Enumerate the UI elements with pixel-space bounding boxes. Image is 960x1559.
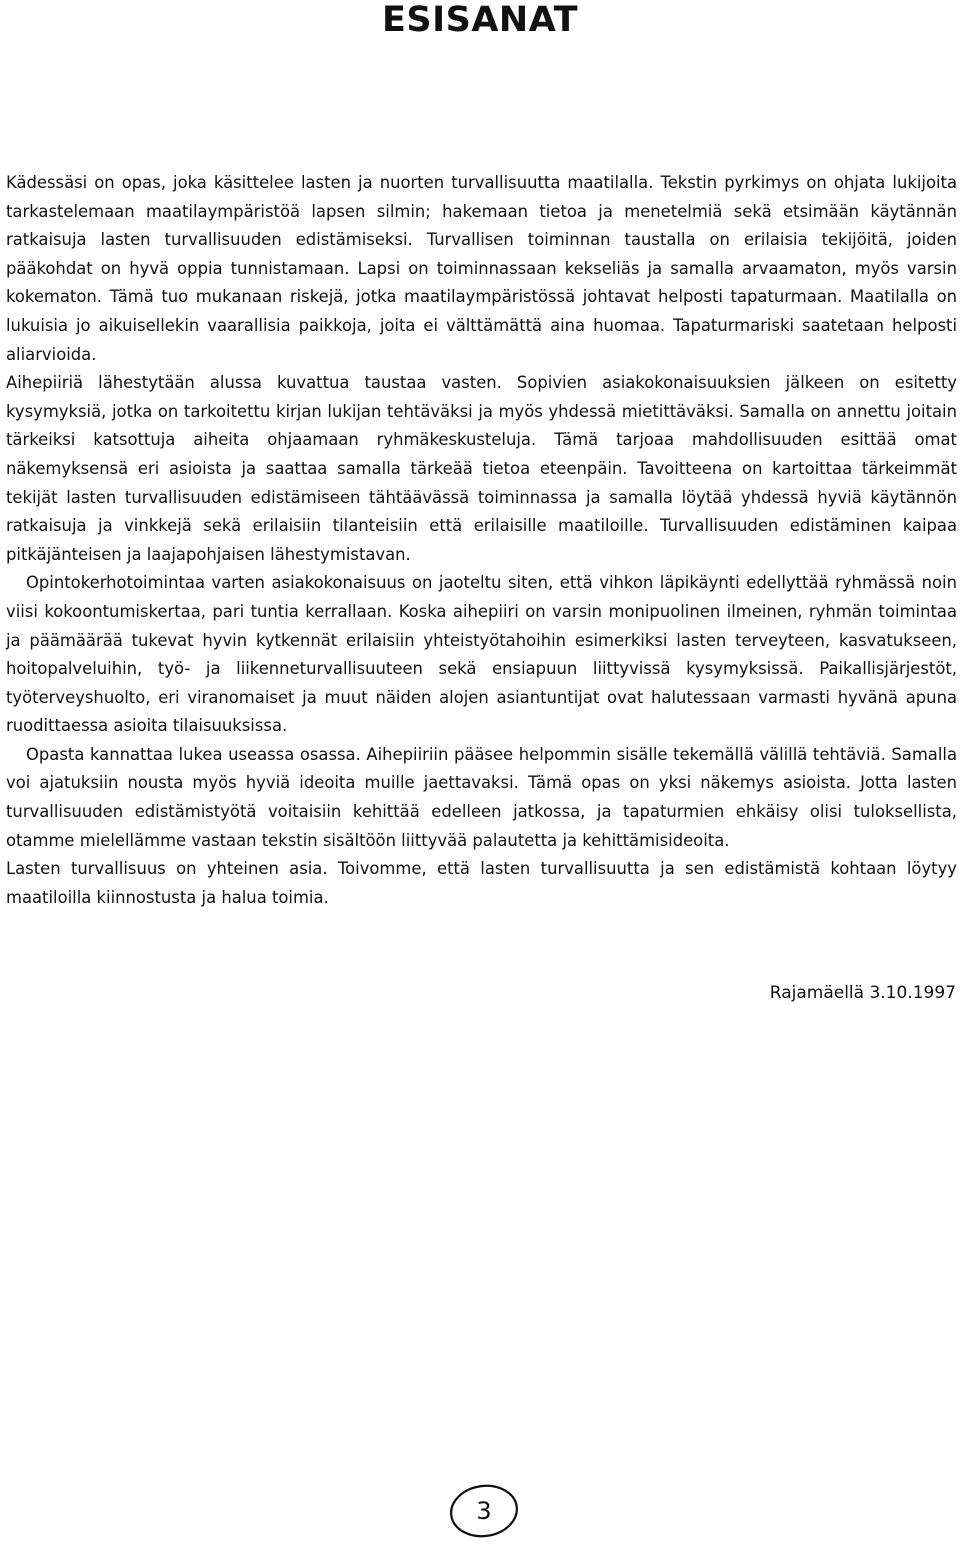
paragraph: Kädessäsi on opas, joka käsittelee lasten ja nuorten turvallisuutta maatilalla. Tekstin pyrkimys on ohjata lukijoita tarkastelemaan maatilaympäristöä lapsen silmin; hakemaan tietoa ja menetelmiä sekä etsimään käytännän ratkaisuja lasten turvallisuuden edistämiseksi. Turvallisen toiminnan taustalla on erilaisia tekijöitä, joiden pääkohdat on hyvä oppia tunnistamaan. Lapsi on toiminnassaan kekseliäs ja samalla arvaamaton, myös varsin kokematon. Tämä tuo mukanaan riskejä, jotka maatilaympäristössä johtavat helposti tapaturmaan. Maatilalla on lukuisia jo aikuisellekin vaarallisia paikkoja, joita ei välttämättä aina huomaa. Tapaturmariski saatetaan helposti aliarvioida. — [6, 173, 957, 364]
paragraph: Opasta kannattaa lukea useassa osassa. Aihepiiriin pääsee helpommin sisälle tekemällä välillä tehtäviä. Samalla voi ajatuksiin nousta myös hyviä ideoita muille jaettavaksi. Tämä opas on yksi näkemys asioista. Jotta lasten turvallisuuden edistämistyötä voitaisiin kehittää edelleen jatkossa, ja tapaturmien ehkäisy olisi tuloksellista, otamme mielellämme vastaan tekstin sisältöön liittyvää palautetta ja kehittämisideoita. — [6, 744, 957, 850]
paragraph: Lasten turvallisuus on yhteinen asia. Toivomme, että lasten turvallisuutta ja sen edistämistä kohtaan löytyy maatiloilla kiinnostusta ja halua toimia. — [6, 859, 957, 907]
page-number-badge — [449, 1483, 519, 1539]
page-number: 3 — [476, 1497, 492, 1525]
signature-place-date: Rajamäellä 3.10.1997 — [769, 983, 956, 1003]
paragraph: Opintokerhotoimintaa varten asiakokonaisuus on jaoteltu siten, että vihkon läpikäynti edellyttää ryhmässä noin viisi kokoontumiskertaa, pari tuntia kerrallaan. Koska aihepiiri on varsin monipuolinen ilmeinen, ryhmän toimintaa ja päämäärää tukevat hyvin kytkennät erilaisiin yhteistyötahoihin esimerkiksi lasten terveyteen, kasvatukseen, hoitopalveluihin, työ- ja liikenneturvallisuuteen sekä ensiapuun liittyvissä kysymyksissä. Paikallisjärjestöt, työterveyshuolto, eri viranomaiset ja muut näiden alojen asiantuntijat ovat halutessaan varmasti hyvänä apuna ruodittaessa asioita tilaisuuksissa. — [6, 573, 957, 736]
preface-body — [6, 169, 957, 912]
paragraph: Aihepiiriä lähestytään alussa kuvattua taustaa vasten. Sopivien asiakokonaisuuksien jälkeen on esitetty kysymyksiä, jotka on tarkoitettu kirjan lukijan tehtäväksi ja myös yhdessä mietittäväksi. Samalla on annettu joitain tärkeiksi katsottuja aiheita ohjaamaan ryhmäkeskusteluja. Tämä tarjoaa mahdollisuuden esittää omat näkemyksensä eri asioista ja saattaa samalla tärkeää tietoa eteenpäin. Tavoitteena on kartoittaa tärkeimmät tekijät lasten turvallisuuden edistämiseen tähtäävässä toiminnassa ja samalla löytää yhdessä hyviä käytännön ratkaisuja ja vinkkejä sekä erilaisiin tilanteisiin että erilaisille maatiloille. Turvallisuuden edistäminen kaipaa pitkäjänteisen ja laajapohjaisen lähestymistavan. — [6, 373, 957, 564]
page-title: ESISANAT — [382, 0, 578, 40]
